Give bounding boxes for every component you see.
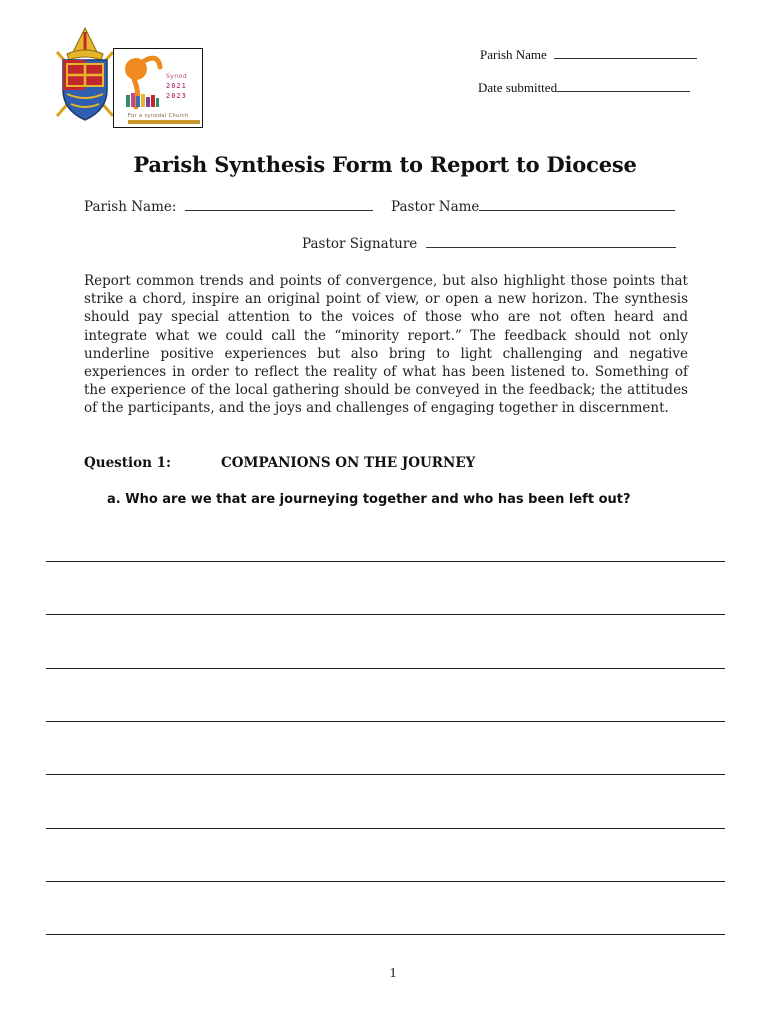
pastor-name-field — [391, 199, 675, 215]
pastor-signature-label: Pastor Signature — [302, 236, 418, 252]
parish-name-field — [84, 199, 373, 215]
header-date-submitted-label: Date submitted — [478, 80, 558, 95]
answer-line[interactable] — [46, 668, 725, 669]
answer-line[interactable] — [46, 774, 725, 775]
pastor-name-input[interactable] — [479, 200, 675, 211]
question-heading: COMPANIONS ON THE JOURNEY — [221, 455, 476, 471]
header-date-submitted — [478, 80, 690, 96]
header-parish-name — [480, 47, 697, 63]
synod-logo-word: Synod — [166, 73, 188, 80]
synod-logo-year-bottom: 2023 — [166, 92, 187, 100]
answer-line[interactable] — [46, 721, 725, 722]
synod-logo-year-top: 2021 — [166, 82, 187, 90]
page-number: 1 — [389, 966, 397, 981]
synod-logo-tagline: For a synodal Church — [128, 113, 189, 119]
answer-line[interactable] — [46, 561, 725, 562]
answer-line[interactable] — [46, 828, 725, 829]
question-label: Question 1: — [84, 455, 172, 471]
answer-line[interactable] — [46, 614, 725, 615]
diocese-crest-logo — [53, 24, 117, 124]
synod-logo — [113, 48, 203, 128]
form-title: Parish Synthesis Form to Report to Diocese — [133, 152, 637, 177]
header-parish-name-label: Parish Name — [480, 47, 547, 62]
synod-logo-banner — [128, 120, 200, 124]
parish-name-label: Parish Name: — [84, 199, 177, 215]
answer-line[interactable] — [46, 934, 725, 935]
header-date-submitted-input[interactable] — [557, 81, 690, 92]
parish-name-input[interactable] — [185, 200, 373, 211]
sub-question: a. Who are we that are journeying together and who has been left out? — [107, 492, 631, 507]
header-parish-name-input[interactable] — [554, 48, 697, 59]
answer-line[interactable] — [46, 881, 725, 882]
pastor-signature-field — [302, 236, 676, 252]
pastor-name-label: Pastor Name — [391, 199, 480, 215]
instructions-paragraph: Report common trends and points of convergence, but also highlight those points that strike a chord, inspire an original point of view, or open a new horizon. The synthesis should pay special attention to the voices of those who are not often heard and integrate what we could call the “minority report.” The feedback should not only underline positive experiences but also bring to light challenging and negative experiences in order to reflect the reality of what has been listened to. Something of the experience of the local gathering should be conveyed in the feedback; the attitudes of the participants, and the joys and challenges of engaging together in discernment. — [84, 273, 688, 417]
pastor-signature-input[interactable] — [426, 237, 676, 248]
